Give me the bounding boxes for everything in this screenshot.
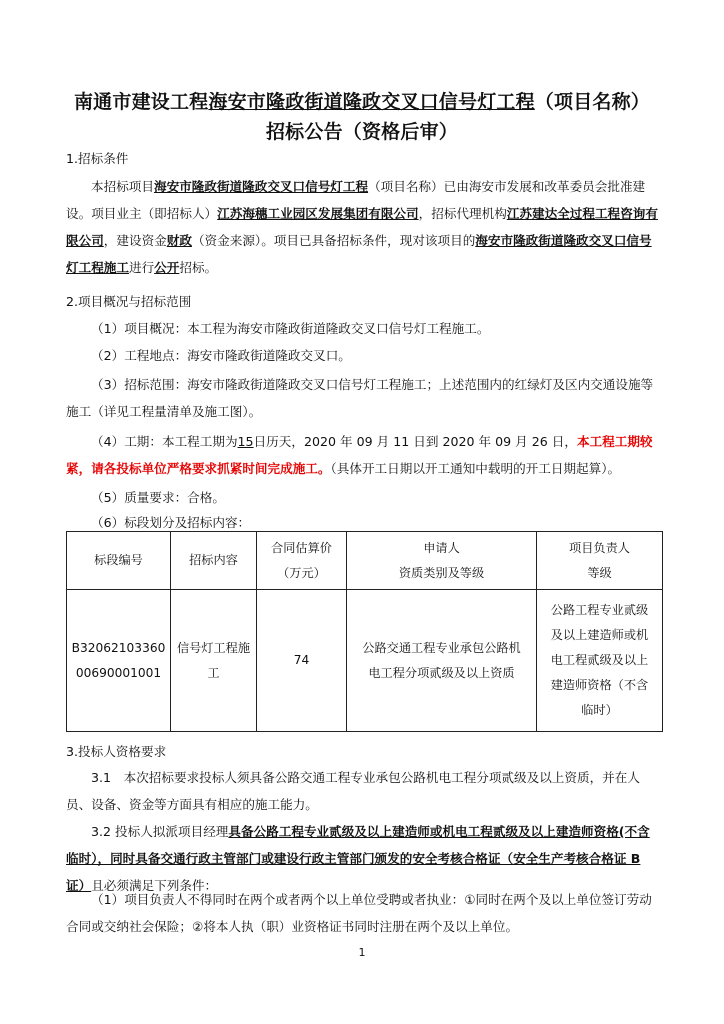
cell-qualification: 公路交通工程专业承包公路机电工程分项贰级及以上资质: [347, 590, 537, 732]
section2-item3: （3）招标范围：海安市隆政街道隆政交叉口信号灯工程施工；上述范围内的红绿灯及区内交通设施等施工（详见工程量清单及施工图）。: [66, 377, 654, 419]
text: 日历天，2020 年 09 月 11 日到 2020 年 09 月 26 日，: [253, 434, 577, 449]
header-qualification-line1: 申请人: [423, 540, 460, 555]
text: 且必须满足下列条件：: [91, 878, 218, 893]
owner-name: 江苏海穗工业园区发展集团有限公司: [217, 206, 419, 221]
bid-scope: 海安市隆政街道隆政交叉口信号灯工程施工: [66, 233, 652, 275]
title-project-name: 海安市隆政街道隆政交叉口信号灯工程: [208, 91, 535, 113]
text: （具体开工日期以开工通知中载明的开工日期起算）。: [330, 461, 621, 476]
text: 进行: [128, 260, 155, 275]
section1-paragraph: [66, 173, 658, 281]
duration-days: 15: [237, 434, 254, 449]
section1-heading: 1.招标条件: [66, 151, 129, 166]
text: 招标。: [179, 260, 218, 275]
section2-item5: （5）质量要求：合格。: [91, 490, 225, 505]
title-prefix: 南通市建设工程: [73, 91, 209, 113]
text: （资金来源）。项目已具备招标条件，现对该项目的: [191, 233, 476, 248]
document-title-line2: 招标公告（资格后审）: [265, 121, 458, 143]
table-row: [67, 590, 663, 732]
document-title-line1: [40, 88, 684, 116]
section-code-line2: 00690001001: [75, 665, 162, 680]
section2-item1: （1）项目概况：本工程为海安市隆政街道隆政交叉口信号灯工程施工。: [91, 321, 490, 336]
fund-source: 财政: [166, 233, 192, 248]
section-code-line1: B32062103360: [71, 640, 166, 655]
header-price: [257, 532, 347, 590]
text: ，建设资金: [103, 233, 167, 248]
urgent-notice: 本工程工期较紧，请各投标单位严格要求抓紧时间完成施工。: [66, 434, 653, 476]
project-name: 海安市隆政街道隆政交叉口信号灯工程: [153, 179, 369, 194]
text: （项目名称）已由海安市发展和改革委员会批准建设。项目业主（即招标人）: [66, 179, 646, 221]
cell-price: 74: [257, 590, 347, 732]
cell-content: 信号灯工程施工: [171, 590, 257, 732]
text: 本招标项目: [91, 179, 154, 194]
section2-item2: （2）工程地点：海安市隆政街道隆政交叉口。: [91, 348, 351, 363]
section3-item1: 3.1 本次招标要求投标人须具备公路交通工程专业承包公路机电工程分项贰级及以上资质，并在人员、设备、资金等方面具有相应的施工能力。: [66, 770, 640, 812]
section2-heading: 2.项目概况与招标范围: [66, 294, 192, 309]
bid-section-table: [66, 531, 663, 732]
header-manager: [537, 532, 663, 590]
header-manager-line1: 项目负责人: [569, 540, 630, 555]
agent-name: 江苏建达全过程工程咨询有限公司: [66, 206, 658, 248]
text: ，招标代理机构: [418, 206, 507, 221]
table-header-row: [67, 532, 663, 590]
cell-manager: 公路工程专业贰级及以上建造师或机电工程贰级及以上建造师资格（不含临时）: [537, 590, 663, 732]
section3-item2-1: （1）项目负责人不得同时在两个或者两个以上单位受聘或者执业：①同时在两个及以上单位签订劳动合同或交纳社会保险；②将本人执（职）业资格证书同时注册在两个及以上单位。: [66, 892, 652, 934]
section2-item6: （6）标段划分及招标内容：: [91, 515, 251, 530]
manager-requirement: 具备公路工程专业贰级及以上建造师或机电工程贰级及以上建造师资格(不含临时），同时具备交通行政主管部门或建设行政主管部门颁发的安全考核合格证（安全生产考核合格证 B 证）: [66, 824, 650, 893]
header-price-line2: （万元）: [277, 565, 326, 580]
text: （4）工期：本工程工期为: [91, 434, 238, 449]
header-qualification-line2: 资质类别及等级: [398, 565, 485, 580]
section2-item4: [66, 428, 658, 482]
section3-heading: 3.投标人资格要求: [66, 744, 167, 759]
page-number: 1: [358, 946, 366, 959]
text: 3.2 投标人拟派项目经理: [91, 824, 229, 839]
cell-section-code: [67, 590, 171, 732]
header-qualification: [347, 532, 537, 590]
header-content: 招标内容: [171, 532, 257, 590]
bid-method: 公开: [154, 260, 180, 275]
title-suffix: （项目名称）: [534, 91, 650, 113]
header-price-line1: 合同估算价: [271, 540, 332, 555]
header-section-code: 标段编号: [67, 532, 171, 590]
header-manager-line2: 等级: [587, 565, 612, 580]
